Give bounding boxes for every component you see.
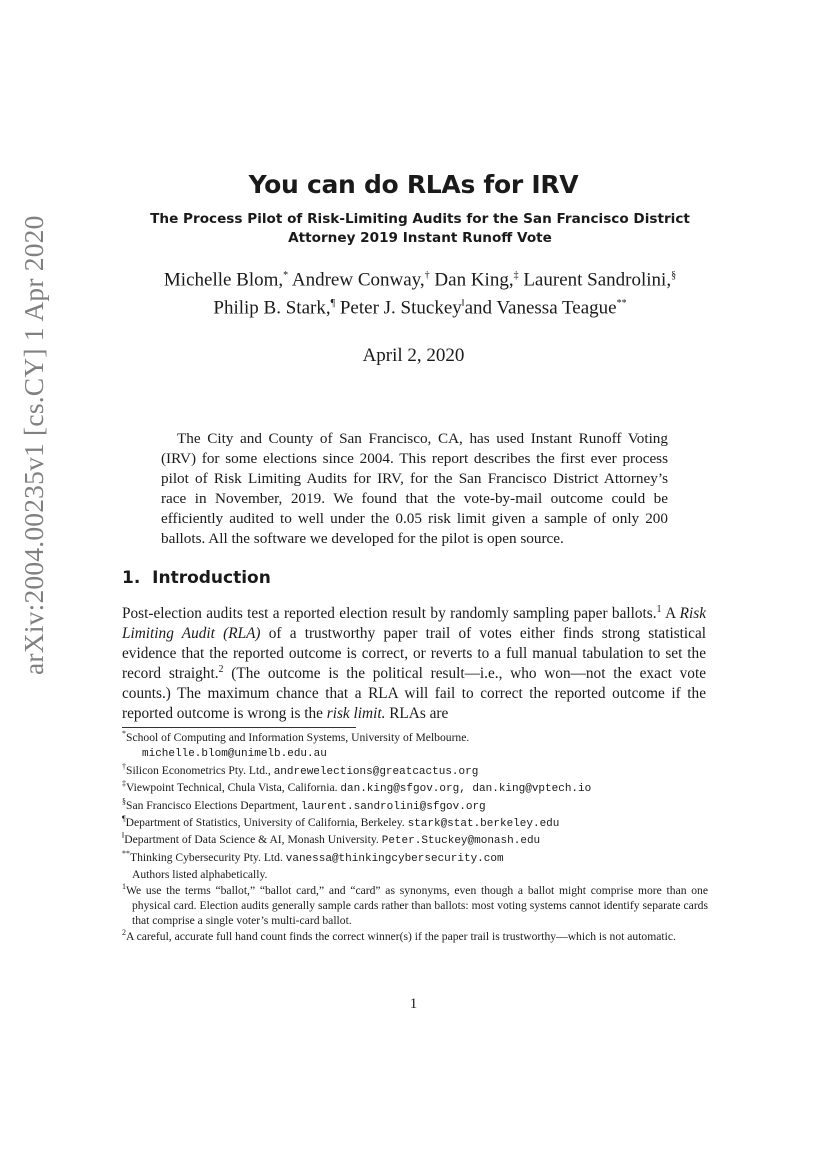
footnote-text: Viewpoint Technical, Chula Vista, California. [126, 781, 341, 795]
footnote-mark: ‡ [122, 779, 126, 789]
footnote-affiliation [122, 850, 708, 867]
footnote-affiliation [122, 832, 708, 849]
subtitle-line-2: Attorney 2019 Instant Runoff Vote [288, 230, 552, 246]
footnote-text: School of Computing and Information Systems, University of Melbourne. [126, 731, 470, 744]
footnote-ref[interactable]: 2 [218, 663, 224, 675]
term-risk-limit: risk limit. [326, 704, 386, 722]
email-link[interactable]: stark@stat.berkeley.edu [407, 818, 560, 831]
email-link[interactable]: laurent.sandrolini@sfgov.org [300, 800, 486, 813]
subtitle-line-1: The Process Pilot of Risk-Limiting Audits for the San Francisco District [150, 211, 690, 227]
email-link[interactable]: Peter.Stuckey@monash.edu [381, 835, 541, 848]
footnote-text: Silicon Econometrics Pty. Ltd., [126, 763, 274, 777]
paper-title: You can do RLAs for IRV [248, 170, 579, 199]
footnote-mark: † [122, 761, 126, 771]
footnote-mark: * [122, 729, 126, 739]
author-name: Michelle Blom, [163, 269, 284, 291]
footnote-affiliation [122, 730, 708, 763]
author-name: Dan King, [429, 269, 514, 291]
author-name: and Vanessa Teague [464, 297, 617, 319]
footnote-affiliation [122, 763, 708, 780]
affiliation-mark: ** [616, 298, 627, 310]
body-text: of a trustworthy paper trail of votes either finds strong statistical evidence that the reported outcome is correct, or reverts to a full manual tabulation to set the record straight. [122, 624, 706, 682]
footnote-affiliation [122, 780, 708, 797]
footnote-affiliation [122, 798, 708, 815]
email-link[interactable]: dan.king@sfgov.org, dan.king@vptech.io [340, 783, 592, 796]
affiliation-mark: * [283, 270, 289, 281]
author-name: Laurent Sandrolini, [518, 269, 672, 291]
affiliation-mark: § [671, 270, 677, 281]
footnote-text: A careful, accurate full hand count finds the correct winner(s) if the paper trail is trustworthy—which is not automatic. [126, 929, 676, 943]
author-line-1 [110, 264, 730, 292]
affiliation-mark: ‖ [461, 298, 465, 310]
footnote-mark: § [122, 796, 126, 806]
footnote-affiliation [122, 815, 708, 832]
footnote-text: San Francisco Elections Department, [126, 798, 301, 812]
body-text: (The outcome is the political result—i.e., who won—not the exact vote counts.) The maximum chance that a RLA will fail to correct the reported outcome if the reported outcome is wrong is the [122, 664, 706, 722]
term-rla: Risk Limiting Audit (RLA) [122, 605, 706, 642]
author-list [110, 264, 730, 321]
body-text: A [661, 605, 680, 622]
footnote-mark: ¶ [122, 814, 126, 824]
footnote-2 [122, 929, 708, 944]
body-text: RLAs are [385, 704, 449, 722]
affiliation-mark: ¶ [330, 298, 336, 310]
footnote-1 [122, 883, 708, 929]
email-link[interactable]: vanessa@thinkingcybersecurity.com [285, 852, 504, 865]
section-heading [122, 568, 271, 588]
abstract: The City and County of San Francisco, CA, has used Instant Runoff Voting (IRV) for some elections since 2004. This report describes the first ever process pilot of Risk Limiting Audits for IRV, for the San Francisco District Attorney’s race in November, 2019. We found that the vote-by-mail outcome could be efficiently audited to well under the 0.05 risk limit given a sample of only 200 ballots. All the software we developed for the pilot is open source. [161, 430, 668, 547]
author-name: Philip B. Stark, [213, 297, 331, 319]
affiliation-mark: ‡ [513, 270, 519, 281]
section-title: Introduction [152, 568, 271, 588]
body-text: Post-election audits test a reported election result by randomly sampling paper ballots. [122, 605, 657, 622]
footnote-mark: 1 [122, 881, 126, 891]
author-line-2 [110, 292, 730, 320]
footnote-text: Department of Data Science & AI, Monash University. [124, 833, 382, 847]
email-link[interactable]: michelle.blom@unimelb.edu.au [142, 748, 327, 761]
affiliation-mark: † [424, 270, 430, 281]
footnote-text: Department of Statistics, University of California, Berkeley. [125, 816, 408, 830]
footnote-mark: ‖ [122, 831, 125, 841]
footnote-note [122, 867, 708, 882]
footnote-text: Thinking Cybersecurity Pty. Ltd. [130, 850, 286, 864]
footnote-rule [122, 727, 356, 728]
section-number: 1. [122, 568, 141, 588]
publication-date: April 2, 2020 [362, 345, 465, 366]
body-paragraph [122, 604, 706, 723]
arxiv-identifier: arXiv:2004.00235v1 [cs.CY] 1 Apr 2020 [18, 215, 49, 675]
author-name: Andrew Conway, [288, 269, 425, 291]
email-link[interactable]: andrewelections@greatcactus.org [273, 765, 479, 778]
author-name: Peter J. Stuckey [335, 297, 462, 319]
footnote-ref[interactable]: 1 [656, 603, 662, 615]
footnote-text: We use the terms “ballot,” “ballot card,” and “card” as synonyms, even though a ballot might comprise more than one physical card. Election audits generally sample cards rather than ballots: most voting systems cannot identify separate cards that comprise a single voter’s multi-card ballot. [126, 883, 708, 928]
footnotes [122, 730, 708, 944]
paper-subtitle [130, 210, 710, 248]
footnote-mark: ** [122, 848, 130, 858]
footnote-mark: 2 [122, 928, 126, 938]
page-number: 1 [409, 996, 418, 1012]
footnote-text: Authors listed alphabetically. [132, 868, 268, 882]
